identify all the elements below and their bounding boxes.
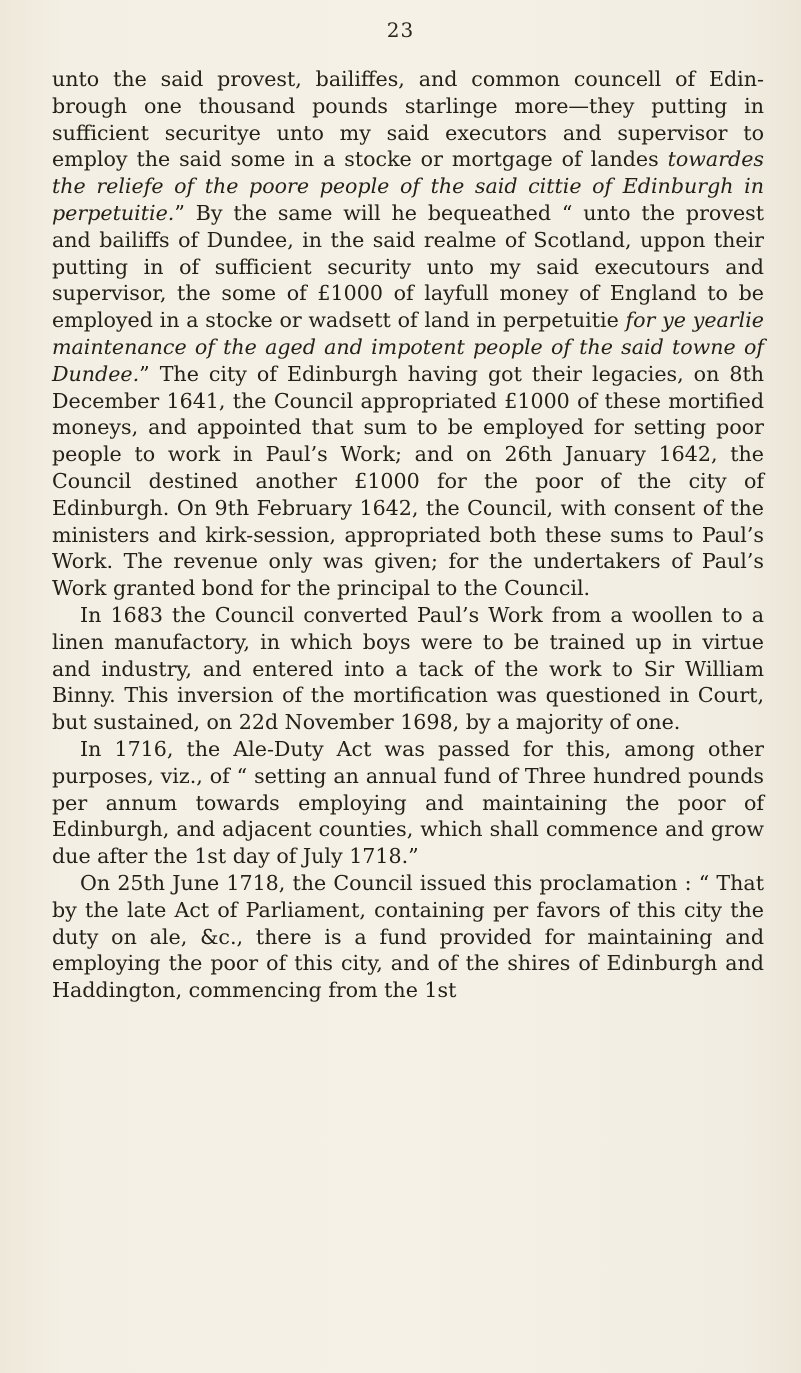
paragraph-1 — [52, 66, 764, 602]
text-segment: ” The city of Edinburgh having got their legacies, on 8th December 1641, the Council appropriated £1000 of these mortified moneys, and appointed that sum to be employed for setting poor people to work in Paul’s Work; and on 26th January 1642, the Council destined another £1000 for the poor of the city of Edinburgh. On 9th February 1642, the Council, with consent of the ministers and kirk-session, appropriated both these sums to Paul’s Work. The revenue only was given; for the undertakers of Paul’s Work granted bond for the principal to the Council. — [52, 361, 764, 601]
text-segment: In 1683 the Council converted Paul’s Work from a woollen to a linen manufactory, in which boys were to be trained up in virtue and industry, and entered into a tack of the work to Sir William Binny. This inversion of the mortification was questioned in Court, but sustained, on 22d November 1698, by a majority of one. — [52, 602, 764, 735]
text-segment: On 25th June 1718, the Council issued this proclamation : “ That by the late Act of Parliament, containing per favors of this city the duty on ale, &c., there is a fund provided for maintaining and employing the poor of this city, and of the shires of Edinburgh and Haddington, commencing from the 1st — [52, 870, 764, 1003]
body-text — [52, 66, 764, 1004]
page-number: 23 — [386, 18, 415, 42]
paragraph-3 — [52, 736, 764, 870]
italic-quote: towardes the reliefe of the poore people of the said cittie of Edinburgh in perpetuitie. — [52, 147, 764, 225]
text-segment: ” By the same will he bequeathed “ unto the provest and bailiffs of Dundee, in the said realme of Scotland, uppon their putting in of sufficient security unto my said executours and supervisor, the some of £1000 of layfull money of England to be employed in a stocke or wadsett of land in perpetuitie — [52, 200, 764, 333]
paragraph-4 — [52, 870, 764, 1004]
italic-quote: for ye yearlie maintenance of the aged and impotent people of the said towne of Dundee. — [52, 308, 764, 386]
text-segment: unto the said provest, bailiffes, and common councell of Edinbrough one thousand pounds starlinge more—they putting in sufficient securitye unto my said executors and supervisor to employ the said some in a stocke or mortgage of landes — [52, 67, 764, 172]
paragraph-2 — [52, 602, 764, 736]
text-segment: In 1716, the Ale-Duty Act was passed for this, among other purposes, viz., of “ setting an annual fund of Three hundred pounds per annum towards employing and maintaining the poor of Edinburgh, and adjacent counties, which shall commence and grow due after the 1st day of July 1718.” — [52, 736, 764, 869]
